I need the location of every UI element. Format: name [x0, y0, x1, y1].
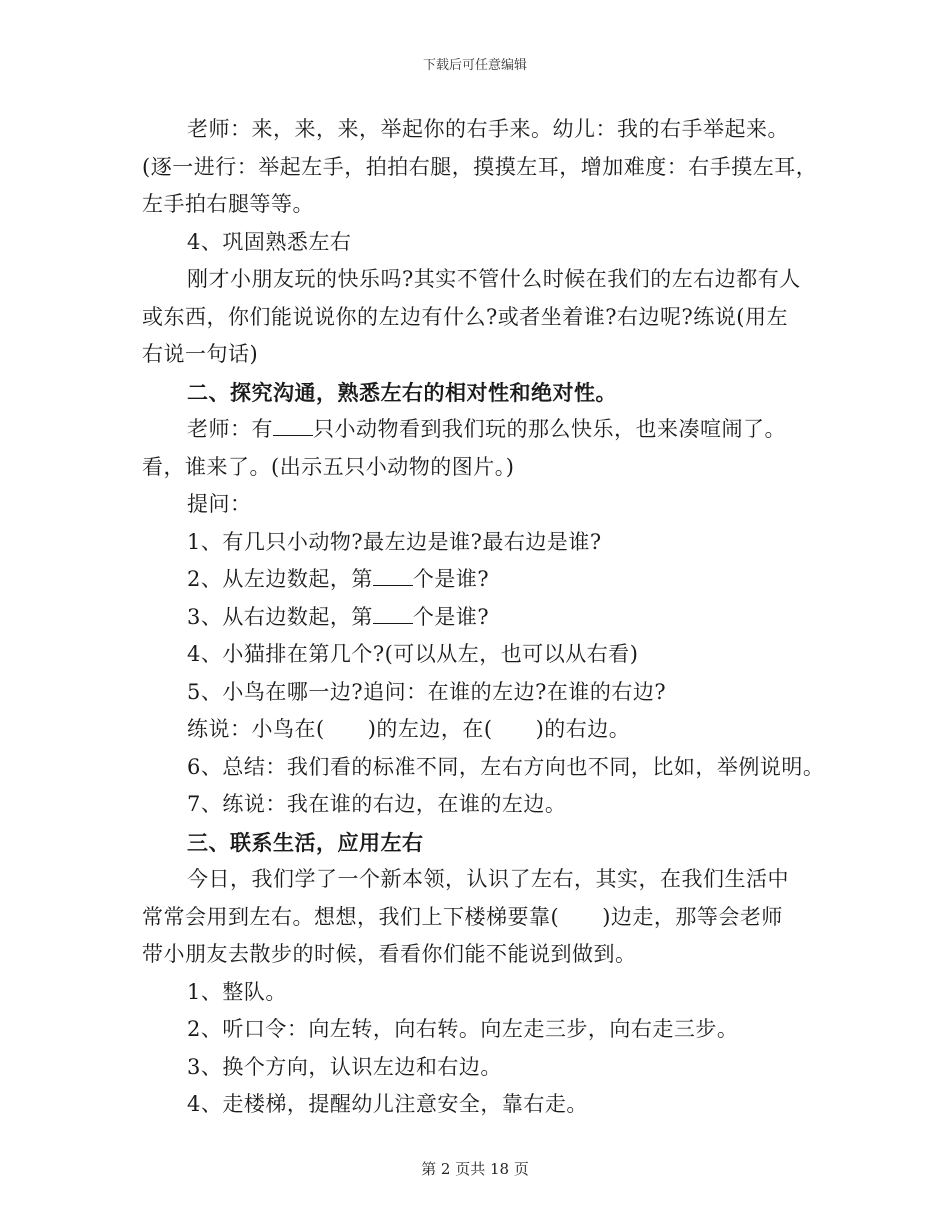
- page-footer: 第 2 页共 18 页: [421, 1160, 529, 1178]
- section-heading: 二、探究沟通，熟悉左右的相对性和绝对性。: [187, 379, 617, 405]
- paragraph-line: (逐一进行：举起左手，拍拍右腿，摸摸左耳，增加难度：右手摸左耳，: [142, 154, 818, 179]
- paragraph-line: 或东西，你们能说说你的左边有什么?或者坐着谁?右边呢?练说(用左: [142, 304, 788, 329]
- paragraph-line: 常常会用到左右。想想，我们上下楼梯要靠( )边走，那等会老师: [142, 904, 783, 929]
- list-item: 4、走楼梯，提醒幼儿注意安全，靠右走。: [187, 1092, 588, 1116]
- line-text: 3、从右边数起，第: [187, 604, 373, 629]
- section-heading: 三、联系生活，应用左右: [187, 829, 424, 855]
- paragraph-line: 刚才小朋友玩的快乐吗?其实不管什么时候在我们的左右边都有人: [187, 267, 801, 291]
- list-item: 7、练说：我在谁的右边，在谁的左边。: [187, 792, 567, 816]
- line-text: 只小动物看到我们玩的那么快乐，也来凑喧闹了。: [313, 417, 786, 441]
- line-text: 个是谁?: [412, 567, 490, 591]
- page-header: 下载后可任意编辑: [422, 58, 527, 73]
- paragraph-line: 看，谁来了。(出示五只小动物的图片。): [142, 454, 515, 479]
- list-item: 5、小鸟在哪一边?追问：在谁的左边?在谁的右边?: [187, 679, 667, 704]
- document-body: [142, 111, 832, 1124]
- list-item: 1、有几只小动物?最左边是谁?最右边是谁?: [187, 529, 602, 554]
- paragraph-line: 提问：: [187, 492, 252, 516]
- list-item: 1、整队。: [187, 979, 287, 1004]
- list-item: 4、小猫排在第几个?(可以从左，也可以从右看): [187, 642, 639, 666]
- paragraph-line: 左手拍右腿等等。: [142, 192, 314, 216]
- paragraph-line: [142, 411, 832, 449]
- list-item: 4、巩固熟悉左右: [187, 229, 352, 254]
- list-item: 2、听口令：向左转，向右转。向左走三步，向右走三步。: [187, 1017, 739, 1041]
- list-item: 3、换个方向，认识左边和右边。: [187, 1054, 502, 1079]
- line-text: 个是谁?: [412, 604, 490, 629]
- paragraph-line: 带小朋友去散步的时候，看看你们能不能说到做到。: [142, 942, 637, 966]
- list-item: [142, 599, 832, 637]
- line-text: 2、从左边数起，第: [187, 567, 373, 591]
- paragraph-line: 老师：来，来，来，举起你的右手来。幼儿：我的右手举起来。: [187, 117, 789, 141]
- paragraph-line: 右说一句话): [142, 342, 259, 366]
- paragraph-line: 今日，我们学了一个新本领，认识了左右，其实，在我们生活中: [187, 867, 789, 891]
- list-item: 6、总结：我们看的标准不同，左右方向也不同，比如，举例说明。: [187, 754, 825, 779]
- list-item: [142, 561, 832, 599]
- fill-blank: [373, 567, 413, 586]
- fill-blank: [273, 417, 313, 436]
- line-text: 老师：有: [187, 417, 273, 441]
- paragraph-line: 练说：小鸟在( )的左边，在( )的右边。: [187, 717, 631, 741]
- fill-blank: [373, 605, 413, 624]
